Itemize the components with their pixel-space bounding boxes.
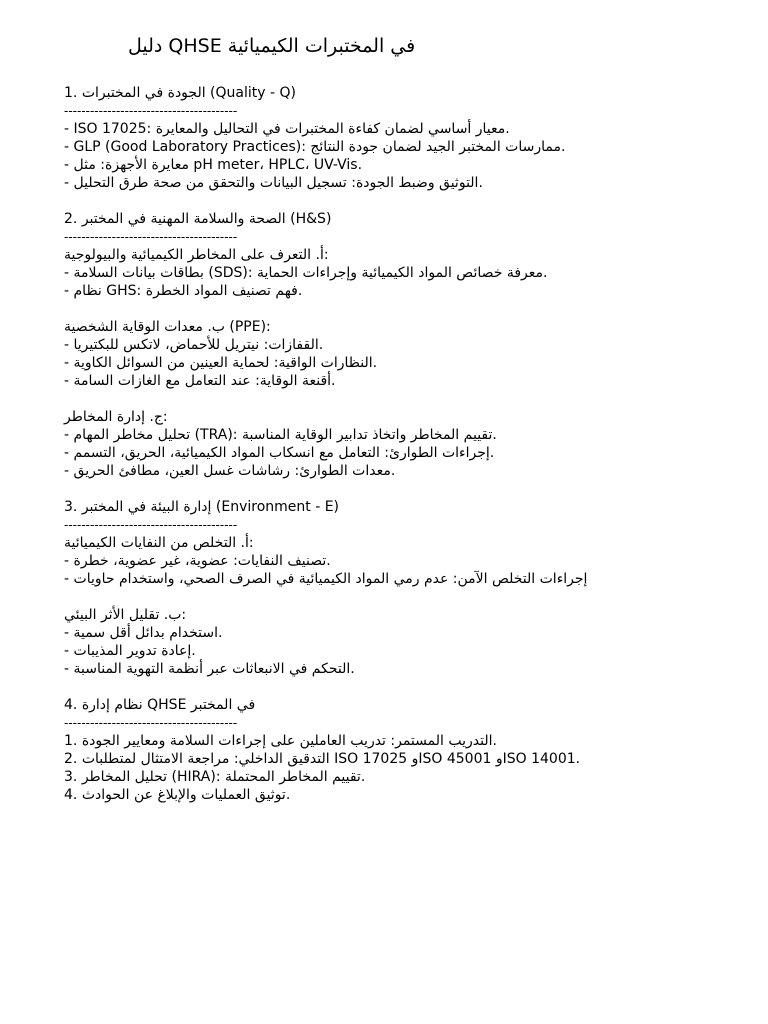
section-3b-line-1: - استخدام بدائل أقل سمية. — [64, 625, 223, 641]
section-3a-heading: أ. التخلص من النفايات الكيميائية: — [64, 535, 254, 551]
section-2b-line-3: - أقنعة الوقاية: عند التعامل مع الغازات السامة. — [64, 373, 336, 389]
section-2a-heading: أ. التعرف على المخاطر الكيميائية والبيولوجية: — [64, 247, 329, 263]
section-3a-line-1: - تصنيف النفايات: عضوية، غير عضوية، خطرة. — [64, 553, 331, 569]
section-4-line-2: 2. التدقيق الداخلي: مراجعة الامتثال لمتطلبات ISO 17025 وISO 45001 وISO 14001. — [64, 751, 581, 767]
blank-line — [64, 300, 768, 318]
section-2c-line-3: - معدات الطوارئ: رشاشات غسل العين، مطافئ الحريق. — [64, 463, 396, 479]
section-4-rule: ---------------------------------------- — [64, 716, 238, 730]
section-4-line-1: 1. التدريب المستمر: تدريب العاملين على إجراءات السلامة ومعايير الجودة. — [64, 733, 497, 749]
section-3b-heading: ب. تقليل الأثر البيئي: — [64, 607, 187, 623]
section-4-line-4: 4. توثيق العمليات والإبلاغ عن الحوادث. — [64, 787, 291, 803]
document-body — [64, 84, 768, 804]
section-2a-line-2: - نظام GHS: فهم تصنيف المواد الخطرة. — [64, 283, 303, 299]
section-1-heading: 1. الجودة في المختبرات (Quality - Q) — [64, 85, 296, 101]
section-4-line-3: 3. تحليل المخاطر (HIRA): تقييم المخاطر المحتملة. — [64, 769, 366, 785]
section-3-rule: ---------------------------------------- — [64, 518, 238, 532]
blank-line — [64, 480, 768, 498]
section-1-line-4: - التوثيق وضبط الجودة: تسجيل البيانات والتحقق من صحة طرق التحليل. — [64, 175, 483, 191]
section-2-heading: 2. الصحة والسلامة المهنية في المختبر (H&S) — [64, 211, 332, 227]
section-2-rule: ---------------------------------------- — [64, 230, 238, 244]
section-2c-line-1: - تحليل مخاطر المهام (TRA): تقييم المخاطر واتخاذ تدابير الوقاية المناسبة. — [64, 427, 497, 443]
section-3b-line-3: - التحكم في الانبعاثات عبر أنظمة التهوية المناسبة. — [64, 661, 355, 677]
section-2b-heading: ب. معدات الوقاية الشخصية (PPE): — [64, 319, 271, 335]
section-3-heading: 3. إدارة البيئة في المختبر (Environment - E) — [64, 499, 340, 515]
section-3b-line-2: - إعادة تدوير المذيبات. — [64, 643, 196, 659]
section-2c-line-2: - إجراءات الطوارئ: التعامل مع انسكاب المواد الكيميائية، الحريق، التسمم. — [64, 445, 495, 461]
section-2b-line-2: - النظارات الواقية: لحماية العينين من السوائل الكاوية. — [64, 355, 378, 371]
blank-line — [64, 588, 768, 606]
section-4-heading: 4. نظام إدارة QHSE في المختبر — [64, 697, 256, 713]
document-title: دليل QHSE في المختبرات الكيميائية — [128, 35, 416, 57]
section-1-rule: ---------------------------------------- — [64, 104, 238, 118]
section-2a-line-1: - بطاقات بيانات السلامة (SDS): معرفة خصائص المواد الكيميائية وإجراءات الحماية. — [64, 265, 548, 281]
blank-line — [64, 678, 768, 696]
blank-line — [64, 390, 768, 408]
section-3a-line-2: - إجراءات التخلص الآمن: عدم رمي المواد الكيميائية في الصرف الصحي، واستخدام حاويات — [64, 571, 588, 587]
section-1-line-3: - معايرة الأجهزة: مثل pH meter، HPLC، UV-Vis. — [64, 157, 363, 173]
section-1-line-1: - ISO 17025: معيار أساسي لضمان كفاءة المختبرات في التحاليل والمعايرة. — [64, 121, 510, 137]
blank-line — [64, 192, 768, 210]
section-2c-heading: ج. إدارة المخاطر: — [64, 409, 168, 425]
section-1-line-2: - GLP (Good Laboratory Practices): ممارسات المختبر الجيد لضمان جودة النتائج. — [64, 139, 566, 155]
section-2b-line-1: - القفازات: نيتريل للأحماض، لاتكس للبكتيريا. — [64, 337, 324, 353]
